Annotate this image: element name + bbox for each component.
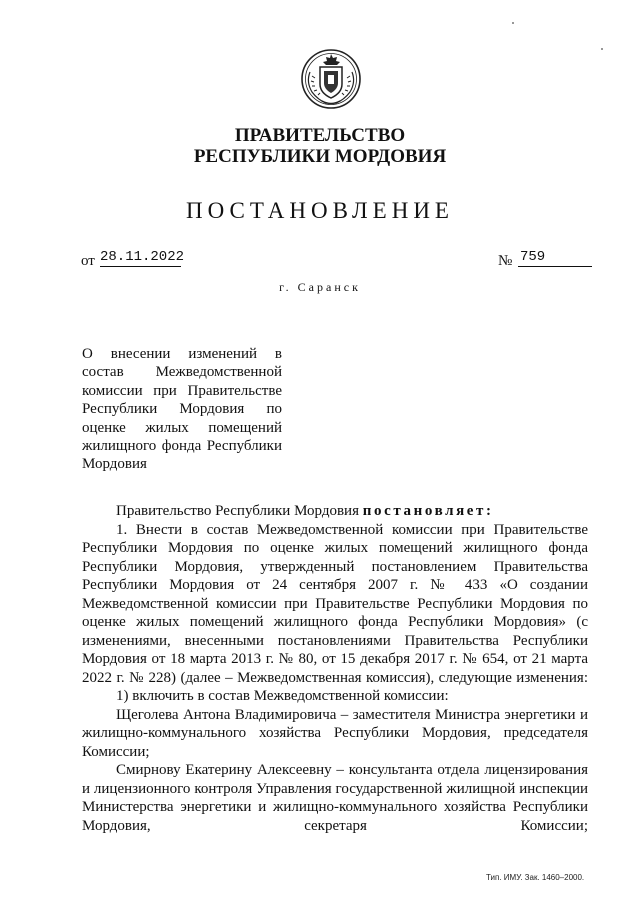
body-paragraph-4: Смирнову Екатерину Алексеевну – консультанта отдела лицензирования и лицензионного контроля Управления государственной жилищной инспекции Министерства энергетики и жилищно-коммунального хозяйства Республики Мордовия, секретаря Комиссии;: [82, 762, 588, 834]
number-label: №: [498, 253, 513, 269]
intro-emphasis: постановляет:: [362, 503, 494, 519]
body-paragraph-2: 1) включить в состав Межведомственной комиссии:: [116, 688, 449, 704]
body-intro: [82, 502, 588, 521]
city-name: г. Саранск: [279, 280, 361, 294]
body-paragraph-1: 1. Внести в состав Межведомственной комиссии при Правительстве Республики Мордовия по оценке жилых помещений жилищного фонда Республики Мордовия, утвержденный постановлением Правительства Республики Мордовия от 24 сентября 2007 г. № 433 «О создании Межведомственной комиссии при Правительстве Республики Мордовия по оценке жилых помещений жилищного фонда Республики Мордовия» (с изменениями, внесенными постановлениями Правительства Республики Мордовия от 18 марта 2013 г. № 80, от 15 декабря 2017 г. № 654, от 21 марта 2022 г. № 228) (далее – Межведомственная комиссия), следующие изменения:: [82, 521, 588, 686]
document-type-title: ПОСТАНОВЛЕНИЕ: [186, 198, 454, 223]
intro-text: Правительство Республики Мордовия: [116, 503, 363, 519]
scan-speck: [601, 48, 603, 50]
document-date: 28.11.2022: [100, 249, 185, 265]
organization-name-line2: РЕСПУБЛИКИ МОРДОВИЯ: [193, 146, 447, 167]
body-paragraph-3: Щеголева Антона Владимировича – заместителя Министра энергетики и жилищно-коммунального хозяйства Республики Мордовия, председателя Комиссии;: [82, 706, 588, 760]
date-label: от: [81, 253, 95, 269]
document-body: [82, 502, 588, 835]
document-number: 759: [518, 248, 592, 267]
scan-speck: [512, 22, 514, 24]
coat-of-arms-icon: [300, 48, 362, 110]
document-subject: О внесении изменений в состав Межведомственной комиссии при Правительстве Республики Мордовия по оценке жилых помещений жилищного фонда Республики Мордовия: [82, 346, 282, 473]
print-footer: Тип. ИМУ. Зак. 1460–2000.: [486, 873, 585, 882]
organization-name-line1: ПРАВИТЕЛЬСТВО: [234, 125, 406, 146]
